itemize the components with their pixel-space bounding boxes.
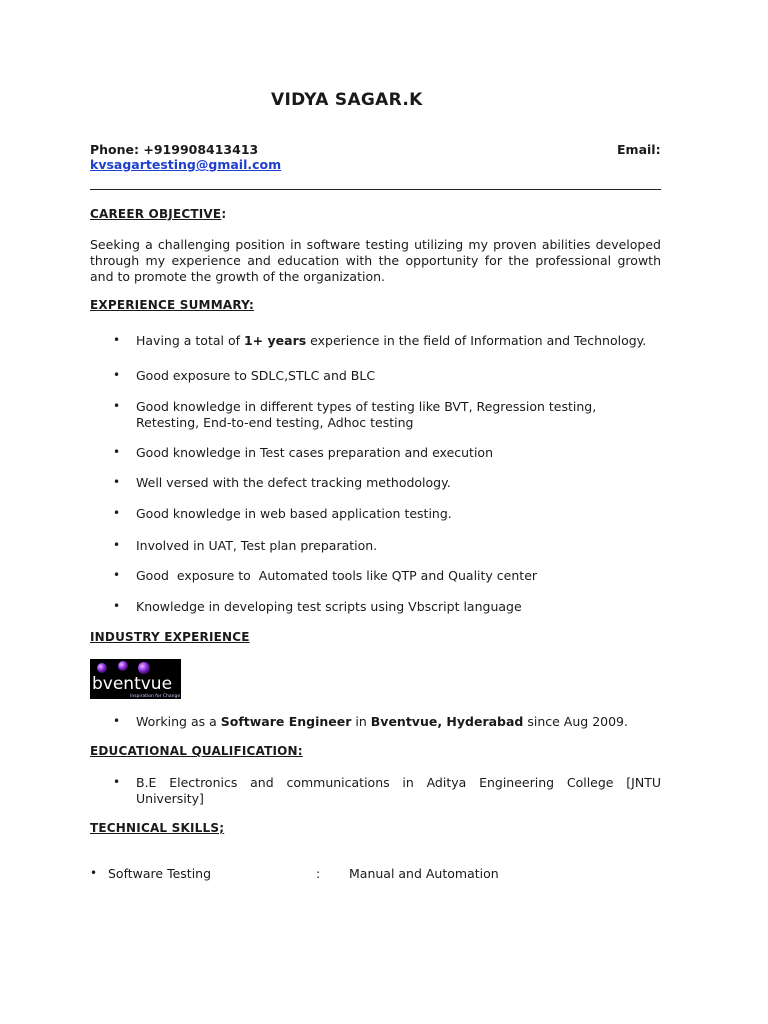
technical-skills-heading <box>90 821 224 835</box>
logo-word: bventvue <box>92 674 173 694</box>
industry-experience-heading-text: INDUSTRY EXPERIENCE <box>90 630 250 644</box>
experience-item: Good exposure to Automated tools like QTP and Quality center <box>136 568 538 583</box>
bullet-dot: • <box>113 599 121 613</box>
industry-experience-heading <box>90 630 250 644</box>
education-item: B.E Electronics and communications in Aditya Engineering College [JNTU University] <box>136 775 661 806</box>
bullet-dot: • <box>90 866 98 880</box>
bventvue-logo-graphic <box>90 659 181 699</box>
resume-name: VIDYA SAGAR.K <box>271 90 423 110</box>
logo-bubble <box>97 663 107 673</box>
industry-item-text: in <box>351 714 371 729</box>
phone-line: Phone: +919908413413 <box>90 142 259 157</box>
bullet-dot: • <box>113 368 121 382</box>
experience-item-text: Having a total of <box>136 333 244 348</box>
experience-item: Good exposure to SDLC,STLC and BLC <box>136 368 376 383</box>
skill-colon: : <box>316 866 321 881</box>
skill-name: Software Testing <box>108 866 212 881</box>
experience-item: Knowledge in developing test scripts using Vbscript language <box>136 599 522 614</box>
experience-item: Good knowledge in web based application testing. <box>136 506 452 521</box>
bullet-dot: • <box>113 333 121 347</box>
career-objective-heading-text: CAREER OBJECTIVE <box>90 207 222 221</box>
industry-item-company: Bventvue, Hyderabad <box>370 714 524 729</box>
industry-item <box>136 714 661 730</box>
email-label: Email: <box>617 142 661 157</box>
experience-summary-heading-text: EXPERIENCE SUMMARY: <box>90 298 254 312</box>
career-objective-text: Seeking a challenging position in software testing utilizing my proven abilities developed through my experience and education with the opportunity for the professional growth and to promote the growth of the organization. <box>90 237 661 284</box>
experience-summary-heading <box>90 298 254 312</box>
education-heading-text: EDUCATIONAL QUALIFICATION: <box>90 744 303 758</box>
bullet-dot: • <box>113 475 121 489</box>
experience-item: Good knowledge in different types of testing like BVT, Regression testing, Retesting, End-to-end testing, Adhoc testing <box>136 399 597 430</box>
bullet-dot: • <box>113 399 121 413</box>
header-divider <box>90 189 661 190</box>
experience-item <box>136 333 661 349</box>
email-link[interactable]: kvsagartesting@gmail.com <box>90 157 282 172</box>
technical-skills-heading-text: TECHNICAL SKILLS; <box>90 821 225 835</box>
experience-item: Involved in UAT, Test plan preparation. <box>136 538 378 553</box>
career-objective-heading <box>90 207 226 221</box>
experience-item-bold: 1+ years <box>243 333 307 348</box>
experience-item: Good knowledge in Test cases preparation and execution <box>136 445 494 460</box>
career-objective-colon: : <box>221 207 227 221</box>
logo-bubble <box>118 661 128 671</box>
skill-value: Manual and Automation <box>349 866 499 881</box>
bullet-dot: • <box>113 506 121 520</box>
bullet-dot: • <box>113 568 121 582</box>
bullet-dot: • <box>113 445 121 459</box>
bullet-dot: • <box>113 775 121 789</box>
bullet-dot: • <box>113 714 121 728</box>
bullet-dot: • <box>113 538 121 552</box>
experience-item: Well versed with the defect tracking methodology. <box>136 475 451 490</box>
logo-bubble <box>138 662 150 674</box>
industry-item-text: Working as a <box>136 714 221 729</box>
bventvue-logo <box>90 659 181 699</box>
industry-item-role: Software Engineer <box>220 714 352 729</box>
logo-tagline: Inspiration for Change <box>130 694 181 699</box>
education-heading <box>90 744 303 758</box>
experience-item-text: experience in the field of Information and Technology. <box>306 333 647 348</box>
industry-item-text: since Aug 2009. <box>523 714 628 729</box>
